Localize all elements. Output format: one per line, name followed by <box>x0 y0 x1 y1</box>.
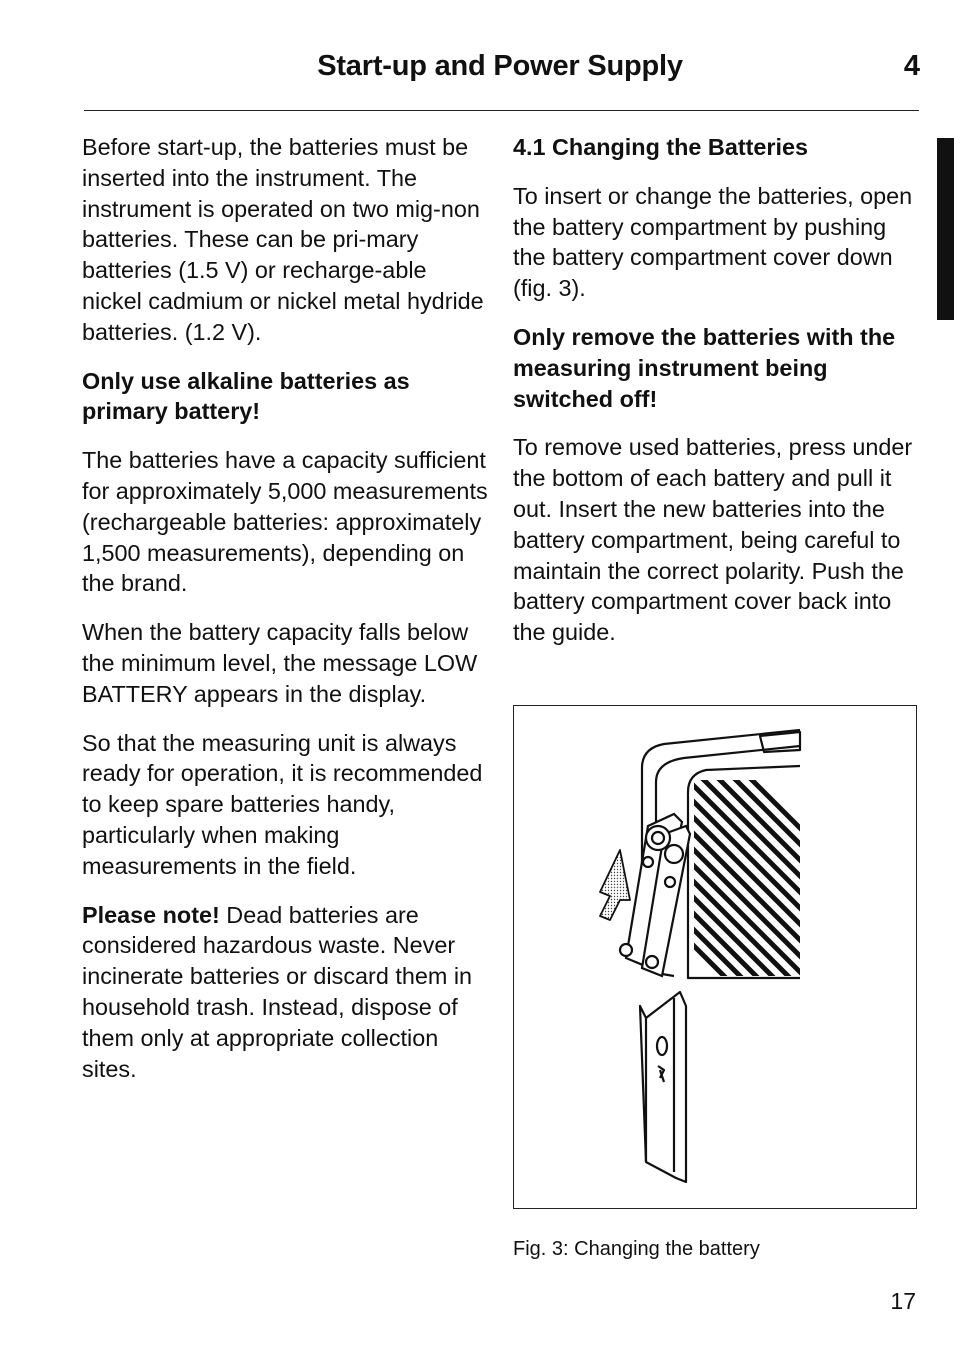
intro-paragraph: Before start-up, the batteries must be inserted into the instrument. The instrument is operated on two mig-non batteries. These can be pri-mary batteries (1.5 V) or recharge-able nickel cadmium or nickel metal hydride batteries. (1.2 V). <box>82 134 484 345</box>
spare-batteries-paragraph: So that the measuring unit is always ready for operation, it is recommended to keep spare batteries handy, particularly when making measurements in the field. <box>82 729 483 879</box>
compartment-cover <box>640 992 686 1182</box>
left-column <box>82 132 492 1102</box>
battery-grill <box>684 712 814 1066</box>
low-battery-paragraph: When the battery capacity falls below the minimum level, the message LOW BATTERY appears in the display. <box>82 619 478 707</box>
chapter-thumb-tab <box>937 138 954 320</box>
switch-off-warning: Only remove the batteries with the measuring instrument being switched off! <box>513 323 896 412</box>
note-text: Dead batteries are considered hazardous waste. Never incinerate batteries or discard them in household trash. Instead, dispose of them only at appropriate collection sites. <box>82 901 473 1082</box>
battery-illustration <box>514 706 916 1208</box>
note-label: Please note! <box>82 901 220 928</box>
open-compartment-paragraph: To insert or change the batteries, open the battery compartment by pushing the battery compartment cover down (fig. 3). <box>513 182 913 302</box>
insert-direction-arrow <box>600 850 630 920</box>
right-column <box>513 132 918 666</box>
chapter-number: 4 <box>903 50 920 82</box>
replace-batteries-paragraph: To remove used batteries, press under the bottom of each battery and pull it out. Insert the new batteries into the battery compartment, being careful to maintain the correct polarity. Push the battery compartment cover back into the guide. <box>513 434 913 646</box>
battery-cells <box>620 814 690 976</box>
page-number: 17 <box>890 1288 916 1314</box>
section-heading: 4.1 Changing the Batteries <box>513 134 809 160</box>
header-divider <box>84 110 919 111</box>
figure-caption: Fig. 3: Changing the battery <box>513 1238 760 1260</box>
alkaline-warning: Only use alkaline batteries as primary battery! <box>82 367 410 425</box>
battery-figure <box>513 705 917 1209</box>
disposal-note <box>82 900 492 1085</box>
capacity-paragraph: The batteries have a capacity sufficient for approximately 5,000 measurements (rechargeable batteries: approximately 1,500 measurements), depending on the brand. <box>82 447 488 597</box>
page-title: Start-up and Power Supply <box>317 50 683 82</box>
